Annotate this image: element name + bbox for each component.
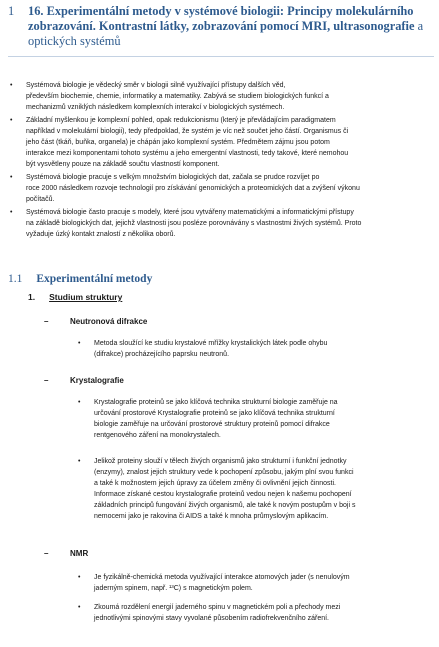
bullet-icon: •: [78, 399, 81, 406]
intro-bullet-list: [0, 80, 439, 242]
section-number: 1.1: [8, 273, 23, 285]
bullet-icon: •: [10, 117, 13, 124]
list-item-text: Systémová biologie často pracuje s modely, které jsou vytvářeny matematickými a informatickými přístupy na základě biologických dat, jejichž vlastnosti jsou posléze porovnávány s vlastnostmi živých systémů. Proto vyžaduje úzký kontakt znalostí z několika oborů.: [26, 209, 362, 238]
chapter-heading: [8, 4, 436, 49]
list-item-text: Základní myšlenkou je komplexní pohled, opak redukcionismu (který je převládajícím paradigmatem například v molekulární biologii), tedy předpoklad, že systém je víc než součet jeho částí. Organismus či jeho část (tkáň, buňka, organela) je chápán jako komplexní systém. Předmětem zájmu jsou potom interakce mezi komponentami tohoto systému a jeho emergentní vlastnosti, tedy takové, které nemohou být vysvětleny pouze na základě součtu vlastností komponent.: [26, 117, 349, 168]
subsection-title: Neutronová difrakce: [70, 317, 148, 326]
list-item: [0, 115, 439, 170]
list-item: [0, 172, 439, 205]
bullet-icon: •: [78, 574, 81, 581]
dash-marker: –: [44, 376, 49, 385]
dash-marker: –: [44, 549, 49, 558]
bullet-icon: •: [10, 174, 13, 181]
chapter-title-plain: a optických systémů: [28, 19, 424, 48]
section-title: Experimentální metody: [36, 273, 153, 285]
list-item: [78, 456, 424, 522]
chapter-number: 1: [8, 4, 15, 18]
bullet-icon: •: [10, 209, 13, 216]
chapter-title: [28, 4, 436, 49]
numbered-item: [28, 292, 122, 302]
bullet-icon: •: [10, 82, 13, 89]
subsection-heading-neutron: [44, 317, 147, 326]
list-item-text: Systémová biologie pracuje s velkým množstvím biologických dat, začala se prudce rozvíjet po roce 2000 následkem rozvoje technologií pro získávání genomických a proteomických dat a zvýšení výkonu počítačů.: [26, 174, 360, 203]
bullet-icon: •: [78, 604, 81, 611]
list-item-text: Metoda sloužící ke studiu krystalové mřížky krystalických látek podle ohybu (difrakce) procházejícího paprsku neutronů.: [94, 340, 328, 358]
heading-divider: [8, 56, 434, 57]
subsection-heading-crystallography: [44, 376, 124, 385]
chapter-title-bold: 16. Experimentální metody v systémové biologii: Principy molekulárního zobrazování. Kontrastní látky, zobrazování pomocí MRI, ultrasonografie: [28, 4, 415, 33]
list-item: [78, 397, 424, 441]
section-heading: [8, 273, 152, 285]
list-item-text: Systémová biologie je vědecký směr v biologii silně využívající přístupy dalších věd, především biochemie, chemie, informatiky a matematiky. Zabývá se studiem biologických funkcí a mechanizmů vzniklých následkem komplexních interakcí v biologických systémech.: [26, 82, 329, 111]
subsection-title: NMR: [70, 549, 89, 558]
list-item: [0, 80, 439, 113]
list-item: [78, 602, 424, 624]
numbered-item-number: 1.: [28, 292, 36, 302]
list-item: [78, 338, 424, 360]
subsection-heading-nmr: [44, 549, 88, 558]
list-item-text: Zkoumá rozdělení energií jaderného spinu v magnetickém poli a přechody mezi jednotlivými spinovými stavy vyvolané působením radiofrekvenčního záření.: [94, 604, 341, 622]
list-item: [78, 572, 424, 594]
list-item-text: Krystalografie proteinů se jako klíčová technika strukturní biologie zaměřuje na určování prostorové Krystalografie proteinů se jako klíčová technika strukturní biologie zaměřuje na určování prostorové struktury proteinů pomocí difrakce rentgenového záření na monokrystalech.: [94, 399, 338, 439]
bullet-icon: •: [78, 458, 81, 465]
numbered-item-label: Studium struktury: [49, 292, 123, 302]
list-item-text: Je fyzikálně-chemická metoda využívající interakce atomových jader (s nenulovým jaderným spinem, např. ¹³C) s magnetickým polem.: [94, 574, 350, 592]
subsection-title: Krystalografie: [70, 376, 124, 385]
bullet-icon: •: [78, 340, 81, 347]
list-item-text: Jelikož proteiny slouží v tělech živých organismů jako strukturní i funkční jednotky (enzymy), znalost jejich struktury vede k pochopení způsobu, jakým plní svou funkci a také k možnostem jejich úpravy za účelem změny či ovlivnění jejich činnosti. Informace získané cestou krystalografie proteinů vedou nejen k našemu pochopení základních principů fungování živých organismů, ale také k novým postupům v boji s nemocemi jako je rakovina či AIDS a také k mnoha průmyslovým aplikacím.: [94, 458, 356, 520]
list-item: [0, 207, 439, 240]
dash-marker: –: [44, 317, 49, 326]
